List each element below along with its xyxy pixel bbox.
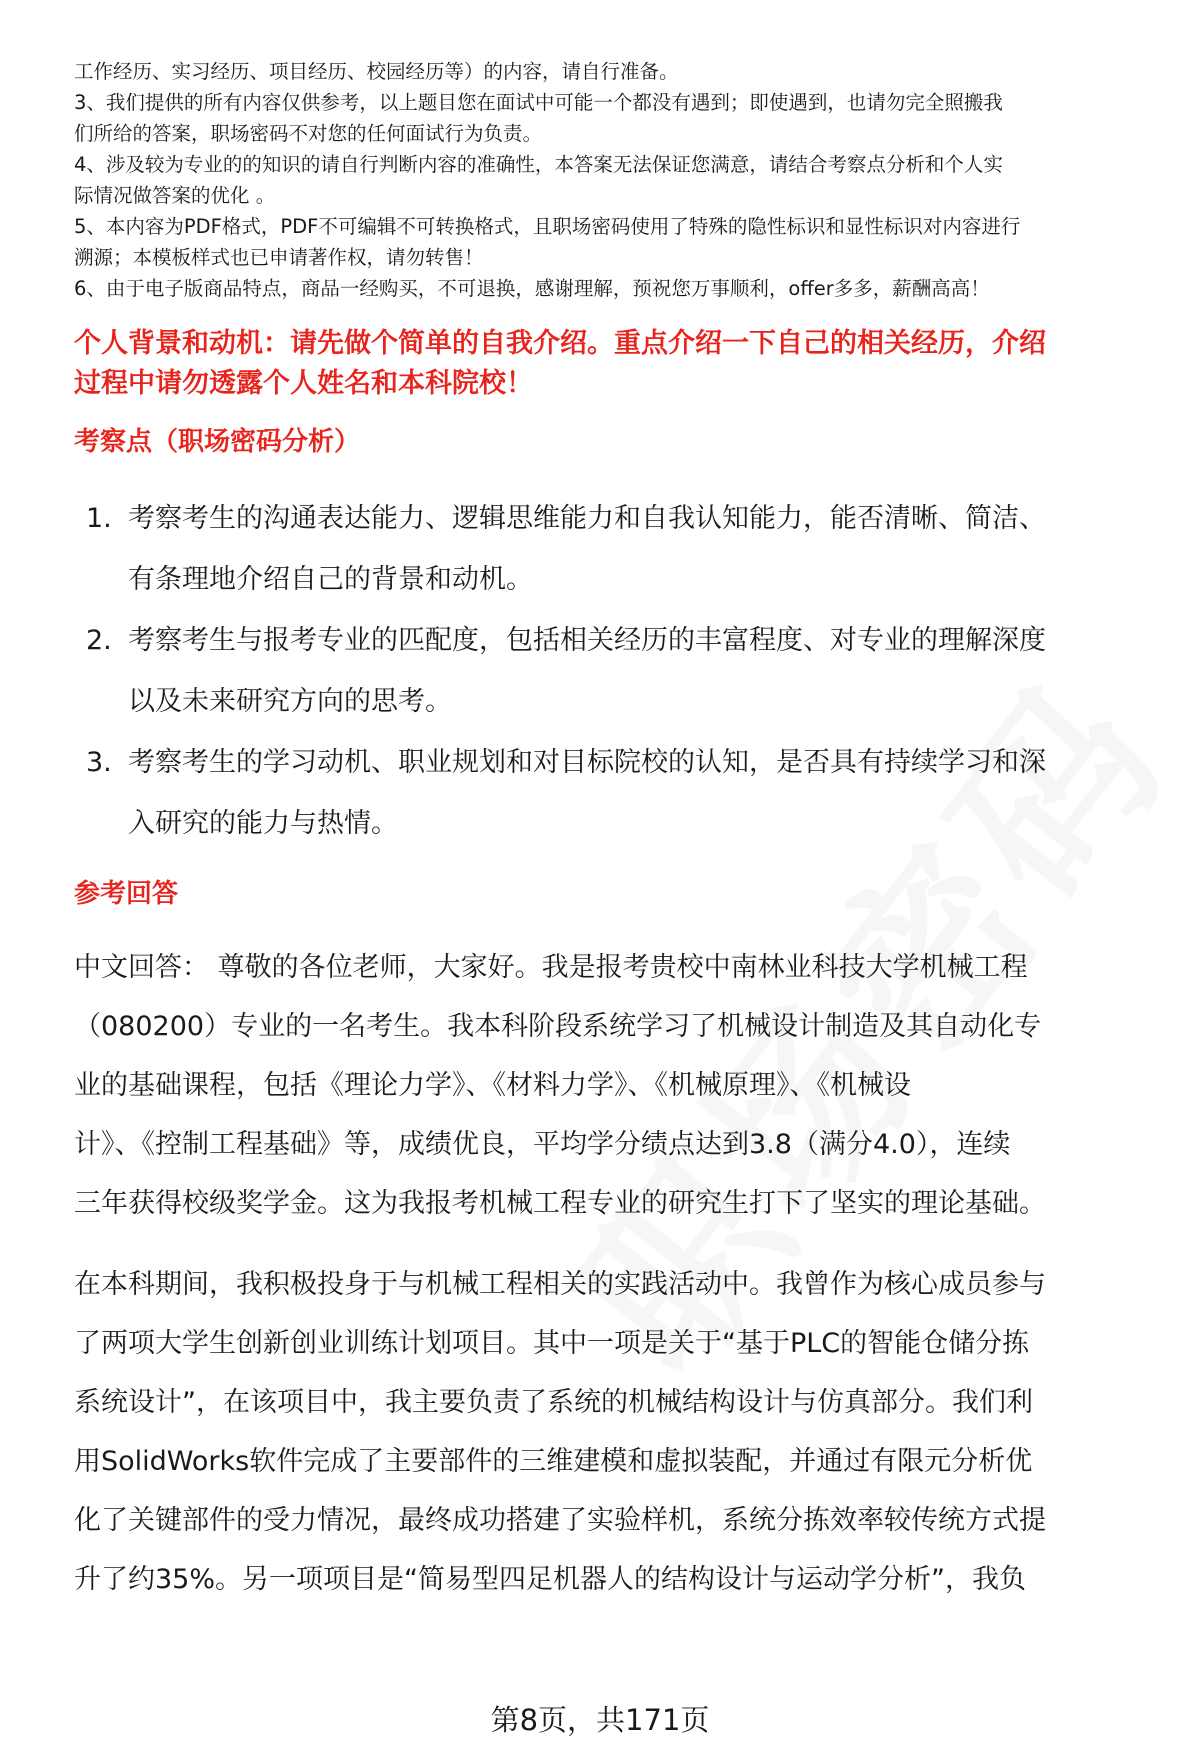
answer-paragraph bbox=[74, 938, 1150, 1233]
reference-heading: 参考回答 bbox=[74, 879, 179, 909]
note-line: 溯源；本模板样式也已申请著作权，请勿转售！ bbox=[74, 246, 484, 269]
note-line: 际情况做答案的优化 。 bbox=[74, 184, 276, 207]
answer-line: 三年获得校级奖学金。这为我报考机械工程专业的研究生打下了坚实的理论基础。 bbox=[74, 1188, 1046, 1219]
list-item-line: 考察考生的沟通表达能力、逻辑思维能力和自我认知能力，能否清晰、简洁、 bbox=[128, 503, 1046, 534]
document-page bbox=[74, 56, 1150, 1609]
list-item-line: 入研究的能力与热情。 bbox=[128, 808, 398, 839]
answer-line: 在本科期间，我积极投身于与机械工程相关的实践活动中。我曾作为核心成员参与 bbox=[74, 1269, 1046, 1300]
list-item-line: 有条理地介绍自己的背景和动机。 bbox=[128, 564, 533, 595]
answer-paragraph bbox=[74, 1255, 1150, 1609]
answer-line: 业的基础课程，包括《理论力学》、《材料力学》、《机械原理》、《机械设 bbox=[74, 1070, 911, 1101]
answer-line: 了两项大学生创新创业训练计划项目。其中一项是关于“基于PLC的智能仓储分拣 bbox=[74, 1328, 1030, 1359]
reference-answer bbox=[74, 938, 1150, 1609]
note-line: 4、涉及较为专业的的知识的请自行判断内容的准确性，本答案无法保证您满意，请结合考察点分析和个人实 bbox=[74, 153, 1003, 176]
question-line: 过程中请勿透露个人姓名和本科院校！ bbox=[74, 368, 533, 399]
note-line: 5、本内容为PDF格式，PDF不可编辑不可转换格式，且职场密码使用了特殊的隐性标识和显性标识对内容进行 bbox=[74, 215, 1021, 238]
list-item-line: 以及未来研究方向的思考。 bbox=[128, 686, 452, 717]
answer-line: （080200）专业的一名考生。我本科阶段系统学习了机械设计制造及其自动化专 bbox=[74, 1011, 1042, 1042]
answer-line: 升了约35%。另一项项目是“简易型四足机器人的结构设计与运动学分析”，我负 bbox=[74, 1564, 1026, 1595]
notes-block bbox=[74, 56, 1150, 304]
list-item bbox=[74, 732, 1150, 854]
note-line: 们所给的答案，职场密码不对您的任何面试行为负责。 bbox=[74, 122, 543, 145]
list-number: 2. bbox=[86, 625, 112, 656]
list-item-line: 考察考生的学习动机、职业规划和对目标院校的认知，是否具有持续学习和深 bbox=[128, 747, 1046, 778]
list-item bbox=[74, 610, 1150, 732]
list-item bbox=[74, 488, 1150, 610]
answer-line: 中文回答： 尊敬的各位老师，大家好。我是报考贵校中南林业科技大学机械工程 bbox=[74, 952, 1028, 983]
list-item-line: 考察考生与报考专业的匹配度，包括相关经历的丰富程度、对专业的理解深度 bbox=[128, 625, 1046, 656]
list-number: 3. bbox=[86, 747, 112, 778]
answer-line: 计》、《控制工程基础》等，成绩优良，平均学分绩点达到3.8（满分4.0），连续 bbox=[74, 1129, 1011, 1160]
analysis-heading: 考察点（职场密码分析） bbox=[74, 427, 361, 457]
answer-line: 化了关键部件的受力情况，最终成功搭建了实验样机，系统分拣效率较传统方式提 bbox=[74, 1505, 1046, 1536]
analysis-list bbox=[74, 488, 1150, 854]
list-number: 1. bbox=[86, 503, 112, 534]
answer-line: 用SolidWorks软件完成了主要部件的三维建模和虚拟装配，并通过有限元分析优 bbox=[74, 1446, 1033, 1477]
question-title bbox=[74, 324, 1150, 404]
question-line: 个人背景和动机：请先做个简单的自我介绍。重点介绍一下自己的相关经历，介绍 bbox=[74, 328, 1046, 359]
note-line: 6、由于电子版商品特点，商品一经购买，不可退换，感谢理解，预祝您万事顺利，offer多多，薪酬高高！ bbox=[74, 277, 990, 300]
answer-line: 系统设计”，在该项目中，我主要负责了系统的机械结构设计与仿真部分。我们利 bbox=[74, 1387, 1033, 1418]
note-line: 3、我们提供的所有内容仅供参考，以上题目您在面试中可能一个都没有遇到；即使遇到，也请勿完全照搬我 bbox=[74, 91, 1003, 114]
note-line: 工作经历、实习经历、项目经历、校园经历等）的内容，请自行准备。 bbox=[74, 60, 679, 83]
page-number-footer: 第8页，共171页 bbox=[490, 1703, 710, 1737]
